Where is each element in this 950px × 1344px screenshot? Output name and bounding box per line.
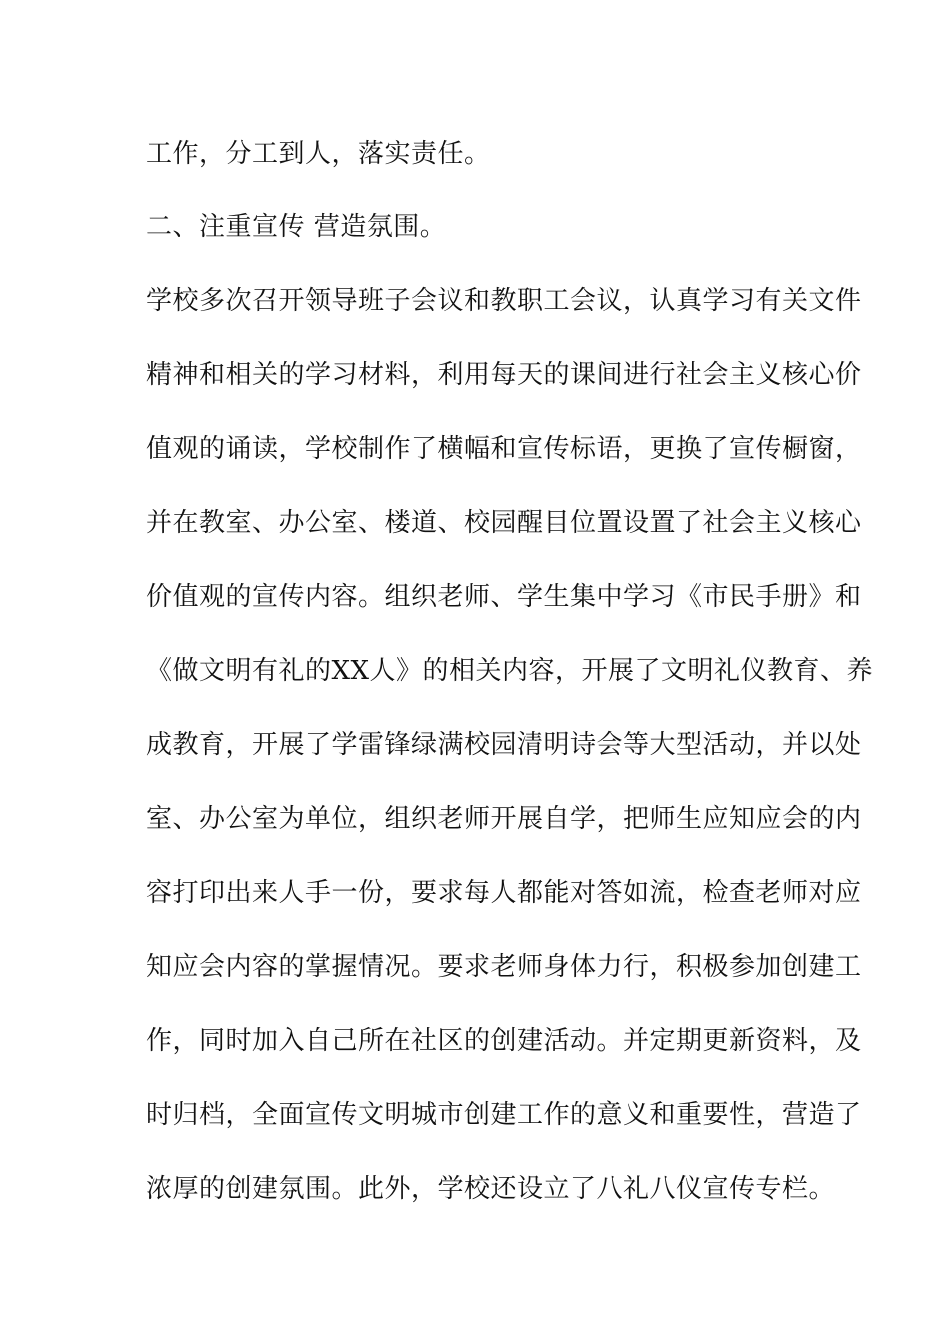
text-line: 成教育，开展了学雷锋绿满校园清明诗会等大型活动，并以处 [146, 730, 862, 760]
text-line: 学校多次召开领导班子会议和教职工会议，认真学习有关文件 [146, 286, 862, 316]
text-line: 并在教室、办公室、楼道、校园醒目位置设置了社会主义核心 [146, 508, 862, 538]
text-line: 作，同时加入自己所在社区的创建活动。并定期更新资料，及 [146, 1026, 862, 1056]
text-line: 知应会内容的掌握情况。要求老师身体力行，积极参加创建工 [146, 952, 862, 982]
text-line: 时归档，全面宣传文明城市创建工作的意义和重要性，营造了 [146, 1100, 862, 1130]
section-heading: 二、注重宣传 营造氛围。 [146, 212, 447, 242]
text-line: 浓厚的创建氛围。此外，学校还设立了八礼八仪宣传专栏。 [146, 1174, 836, 1204]
text-line: 容打印出来人手一份，要求每人都能对答如流，检查老师对应 [146, 878, 862, 908]
text-line: 值观的诵读，学校制作了横幅和宣传标语，更换了宣传橱窗， [146, 434, 862, 464]
text-line: 精神和相关的学习材料，利用每天的课间进行社会主义核心价 [146, 360, 862, 390]
text-line: 工作，分工到人，落实责任。 [146, 139, 491, 169]
text-line: 室、办公室为单位，组织老师开展自学，把师生应知应会的内 [146, 804, 862, 834]
text-line: 价值观的宣传内容。组织老师、学生集中学习《市民手册》和 [146, 582, 862, 612]
text-line: 《做文明有礼的XX人》的相关内容，开展了文明礼仪教育、养 [146, 656, 874, 686]
